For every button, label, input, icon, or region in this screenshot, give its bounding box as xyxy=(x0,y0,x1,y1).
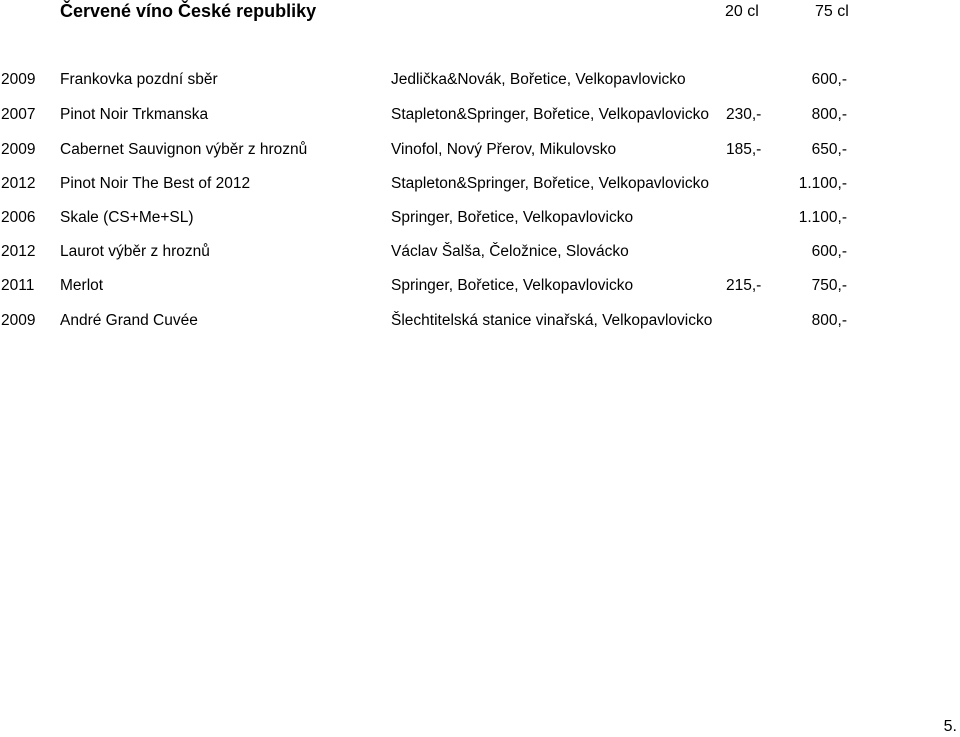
wine-year: 2009 xyxy=(1,141,36,158)
wine-row xyxy=(0,141,960,163)
wine-row xyxy=(0,277,960,299)
wine-year: 2012 xyxy=(1,243,36,260)
wine-row xyxy=(0,71,960,93)
price-75cl: 600,- xyxy=(811,243,847,260)
price-75cl: 600,- xyxy=(811,71,847,88)
page-title: Červené víno České republiky xyxy=(60,1,317,21)
wine-producer: Šlechtitelská stanice vinařská, Velkopavlovicko xyxy=(391,312,713,329)
wine-year: 2011 xyxy=(1,277,35,294)
price-75cl: 800,- xyxy=(811,106,847,123)
wine-row xyxy=(0,209,960,231)
wine-producer: Stapleton&Springer, Bořetice, Velkopavlovicko xyxy=(391,175,709,192)
wine-name: Laurot výběr z hroznů xyxy=(60,243,210,260)
wine-producer: Springer, Bořetice, Velkopavlovicko xyxy=(391,277,634,294)
wine-producer: Vinofol, Nový Přerov, Mikulovsko xyxy=(391,141,617,158)
wine-producer: Jedlička&Novák, Bořetice, Velkopavlovicko xyxy=(391,71,686,88)
column-header-20cl: 20 cl xyxy=(725,3,759,20)
wine-name: Frankovka pozdní sběr xyxy=(60,71,218,88)
wine-year: 2006 xyxy=(1,209,36,226)
wine-row xyxy=(0,312,960,334)
wine-name: Skale (CS+Me+SL) xyxy=(60,209,194,226)
wine-name: Pinot Noir The Best of 2012 xyxy=(60,175,251,192)
wine-year: 2012 xyxy=(1,175,36,192)
wine-producer: Stapleton&Springer, Bořetice, Velkopavlovicko xyxy=(391,106,709,123)
wine-row xyxy=(0,243,960,265)
wine-list-header xyxy=(0,0,960,28)
price-20cl: 215,- xyxy=(726,277,762,294)
price-20cl: 230,- xyxy=(726,106,762,123)
wine-row xyxy=(0,175,960,197)
price-75cl: 800,- xyxy=(811,312,847,329)
wine-row xyxy=(0,106,960,128)
wine-producer: Springer, Bořetice, Velkopavlovicko xyxy=(391,209,634,226)
wine-producer: Václav Šalša, Čeložnice, Slovácko xyxy=(391,243,629,260)
wine-year: 2007 xyxy=(1,106,36,123)
wine-name: Merlot xyxy=(60,277,104,294)
column-header-75cl: 75 cl xyxy=(815,3,849,20)
price-75cl: 750,- xyxy=(811,277,847,294)
wine-name: Pinot Noir Trkmanska xyxy=(60,106,209,123)
price-20cl: 185,- xyxy=(726,141,762,158)
wine-name: André Grand Cuvée xyxy=(60,312,198,329)
price-75cl: 1.100,- xyxy=(798,175,847,192)
wine-year: 2009 xyxy=(1,71,36,88)
price-75cl: 650,- xyxy=(811,141,847,158)
wine-name: Cabernet Sauvignon výběr z hroznů xyxy=(60,141,308,158)
page-number: 5. xyxy=(943,718,957,735)
wine-year: 2009 xyxy=(1,312,36,329)
price-75cl: 1.100,- xyxy=(798,209,847,226)
